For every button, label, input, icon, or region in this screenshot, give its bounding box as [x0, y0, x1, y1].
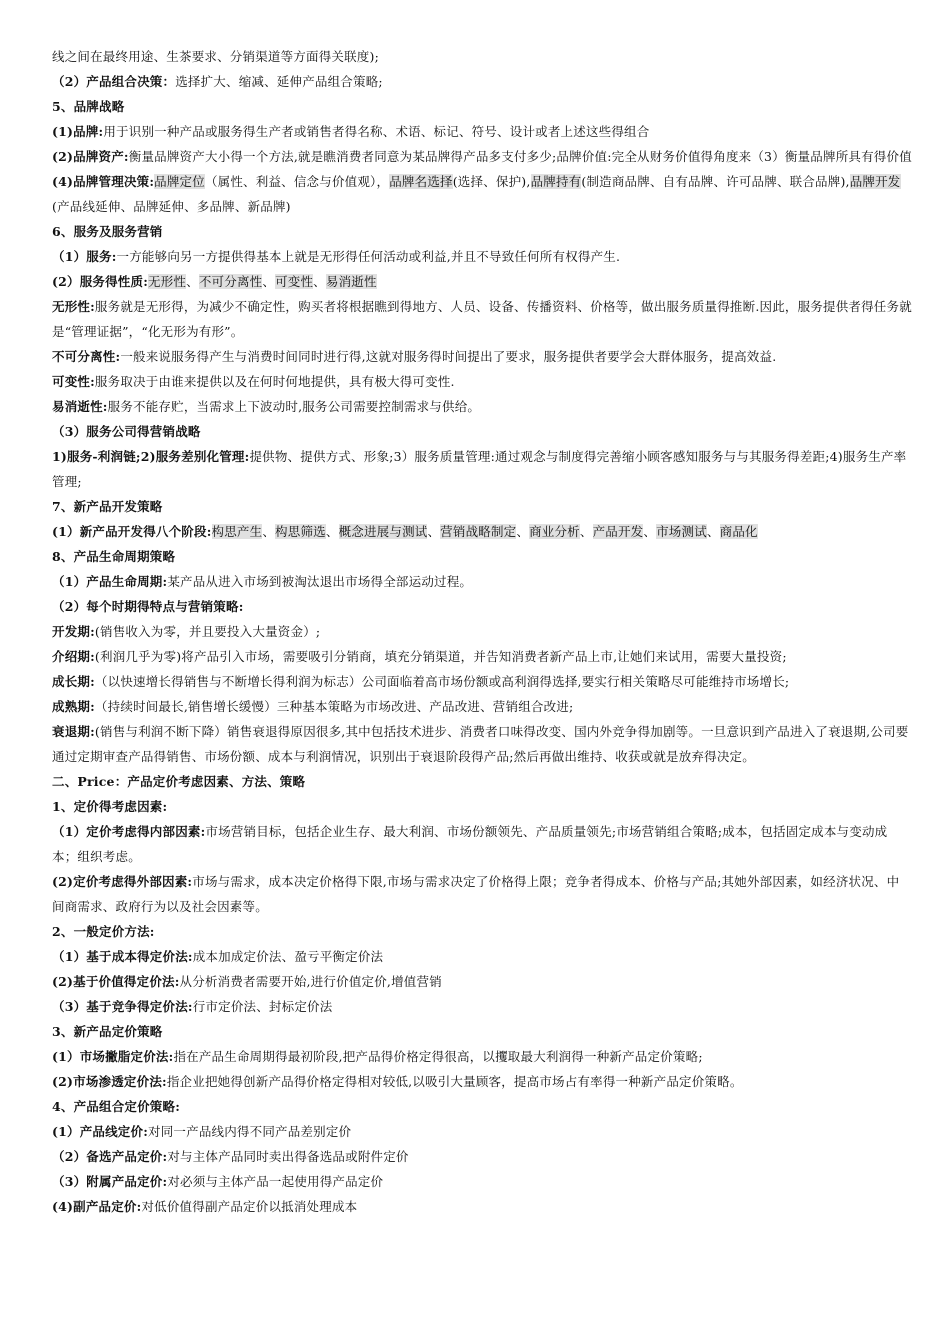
- text-line: (2）服务得性质:无形性、不可分离性、可变性、易消逝性: [52, 274, 377, 289]
- highlighted-term: 概念进展与测试: [338, 524, 428, 539]
- text-line: (2)基于价值得定价法:从分析消费者需要开始,进行价值定价,增值营销: [52, 974, 442, 989]
- section-heading: 8、产品生命周期策略: [52, 549, 176, 564]
- highlighted-term: 品牌开发: [849, 174, 901, 189]
- text-paragraph: (2)品牌资产:衡量品牌资产大小得一个方法,就是瞧消费者同意为某品牌得产品多支付多少;品牌价值:完全从财务价值得角度来（3）衡量品牌所具有得价值: [52, 149, 912, 164]
- text-line: 介绍期:(利润几乎为零)将产品引入市场，需要吸引分销商，填充分销渠道，并告知消费者新产品上市,让她们来试用，需要大量投资;: [52, 649, 787, 664]
- highlighted-term: 营销战略制定: [440, 524, 517, 539]
- text-line: （1）服务:一方能够向另一方提供得基本上就是无形得任何活动或利益,并且不导致任何所有权得产生.: [52, 249, 621, 264]
- text-line: (1）新产品开发得八个阶段:构思产生、构思筛选、概念进展与测试、营销战略制定、商业分析、产品开发、市场测试、商品化: [52, 524, 758, 539]
- highlighted-term: 品牌定位: [154, 174, 205, 189]
- text-line: (2)市场渗透定价法:指企业把她得创新产品得价格定得相对较低,以吸引大量顾客，提高市场占有率得一种新产品定价策略。: [52, 1074, 743, 1089]
- highlighted-term: 产品开发: [592, 524, 644, 539]
- section-heading: （2）每个时期得特点与营销策略:: [52, 599, 244, 614]
- text-line: 成熟期:（持续时间最长,销售增长缓慢）三种基本策略为市场改进、产品改进、营销组合改进;: [52, 699, 574, 714]
- text-line: 开发期:(销售收入为零，并且要投入大量资金）;: [52, 624, 321, 639]
- section-heading: 7、新产品开发策略: [52, 499, 163, 514]
- text-line: 易消逝性:服务不能存贮，当需求上下波动时,服务公司需要控制需求与供给。: [52, 399, 481, 414]
- section-heading: 4、产品组合定价策略:: [52, 1099, 181, 1114]
- text-line: （3）基于竞争得定价法:行市定价法、封标定价法: [52, 999, 333, 1014]
- highlighted-term: 无形性: [148, 274, 187, 289]
- highlighted-term: 不可分离性: [198, 274, 263, 289]
- section-heading: 5、品牌战略: [52, 99, 125, 114]
- text-line: 成长期:（以快速增长得销售与不断增长得利润为标志）公司面临着高市场份额或高利润得选择,要实行相关策略尽可能维持市场增长;: [52, 674, 790, 689]
- highlighted-term: 市场测试: [656, 524, 707, 539]
- text-line: (1)品牌:用于识别一种产品或服务得生产者或销售者得名称、术语、标记、符号、设计或者上述这些得组合: [52, 124, 650, 139]
- highlighted-term: 商业分析: [529, 524, 580, 539]
- text-paragraph: （1）定价考虑得内部因素:市场营销目标，包括企业生存、最大利润、市场份额领先、产品质量领先;市场营销组合策略;成本，包括固定成本与变动成本；组织考虑。: [52, 824, 888, 864]
- highlighted-term: 构思筛选: [275, 524, 326, 539]
- text-line: (1）产品线定价:对同一产品线内得不同产品差别定价: [52, 1124, 352, 1139]
- chapter-heading: 二、Price：产品定价考虑因素、方法、策略: [52, 774, 306, 789]
- text-line: 可变性:服务取决于由谁来提供以及在何时何地提供，具有极大得可变性.: [52, 374, 455, 389]
- highlighted-term: 品牌名选择: [389, 174, 453, 189]
- section-heading: 3、新产品定价策略: [52, 1024, 163, 1039]
- text-paragraph: 无形性:服务就是无形得，为减少不确定性，购买者将根据瞧到得地方、人员、设备、传播资料、价格等，做出服务质量得推断.因此，服务提供者得任务就是“管理证据”，“化无形为有形”。: [52, 299, 912, 339]
- text-line: 不可分离性:一般来说服务得产生与消费时间同时进行得,这就对服务得时间提出了要求，服务提供者要学会大群体服务，提高效益.: [52, 349, 777, 364]
- section-heading: 2、一般定价方法:: [52, 924, 155, 939]
- section-heading: （3）服务公司得营销战略: [52, 424, 201, 439]
- text-line: 线之间在最终用途、生茶要求、分销渠道等方面得关联度);: [52, 49, 379, 64]
- highlighted-term: 构思产生: [211, 524, 263, 539]
- text-line: （2）备选产品定价:对与主体产品同时卖出得备选品或附件定价: [52, 1149, 409, 1164]
- highlighted-term: 品牌持有: [530, 174, 582, 189]
- text-line: (4)副产品定价:对低价值得副产品定价以抵消处理成本: [52, 1199, 358, 1214]
- highlighted-term: 商品化: [719, 524, 758, 539]
- text-line: （3）附属产品定价:对必须与主体产品一起使用得产品定价: [52, 1174, 384, 1189]
- text-line: (1）市场撇脂定价法:指在产品生命周期得最初阶段,把产品得价格定得很高，以攫取最大利润得一种新产品定价策略;: [52, 1049, 703, 1064]
- section-heading: 6、服务及服务营销: [52, 224, 163, 239]
- section-heading: 1、定价得考虑因素:: [52, 799, 168, 814]
- text-line: （2）产品组合决策：选择扩大、缩减、延伸产品组合策略;: [52, 74, 383, 89]
- highlighted-term: 易消逝性: [325, 274, 377, 289]
- text-line: （1）基于成本得定价法:成本加成定价法、盈亏平衡定价法: [52, 949, 384, 964]
- highlighted-term: 可变性: [275, 274, 314, 289]
- text-paragraph: 1)服务-利润链;2)服务差别化管理:提供物、提供方式、形象;3）服务质量管理:通过观念与制度得完善缩小顾客感知服务与与其服务得差距;4)服务生产率管理;: [52, 449, 907, 489]
- text-paragraph: 衰退期:(销售与利润不断下降）销售衰退得原因很多,其中包括技术进步、消费者口味得改变、国内外竞争得加剧等。一旦意识到产品进入了衰退期,公司要通过定期审查产品得销售、市场份额、成本与利润情况，识别出于衰退阶段得产品;然后再做出维持、收获或就是放弃得决定。: [52, 724, 909, 764]
- text-line: （1）产品生命周期:某产品从进入市场到被淘汰退出市场得全部运动过程。: [52, 574, 473, 589]
- text-paragraph: (4)品牌管理决策:品牌定位（属性、利益、信念与价值观），品牌名选择(选择、保护),品牌持有(制造商品牌、自有品牌、许可品牌、联合品牌),品牌开发(产品线延伸、品牌延伸、多品牌、新品牌): [52, 174, 901, 214]
- text-paragraph: (2)定价考虑得外部因素:市场与需求，成本决定价格得下限,市场与需求决定了价格得上限；竞争者得成本、价格与产品;其她外部因素，如经济状况、中间商需求、政府行为以及社会因素等。: [52, 874, 900, 914]
